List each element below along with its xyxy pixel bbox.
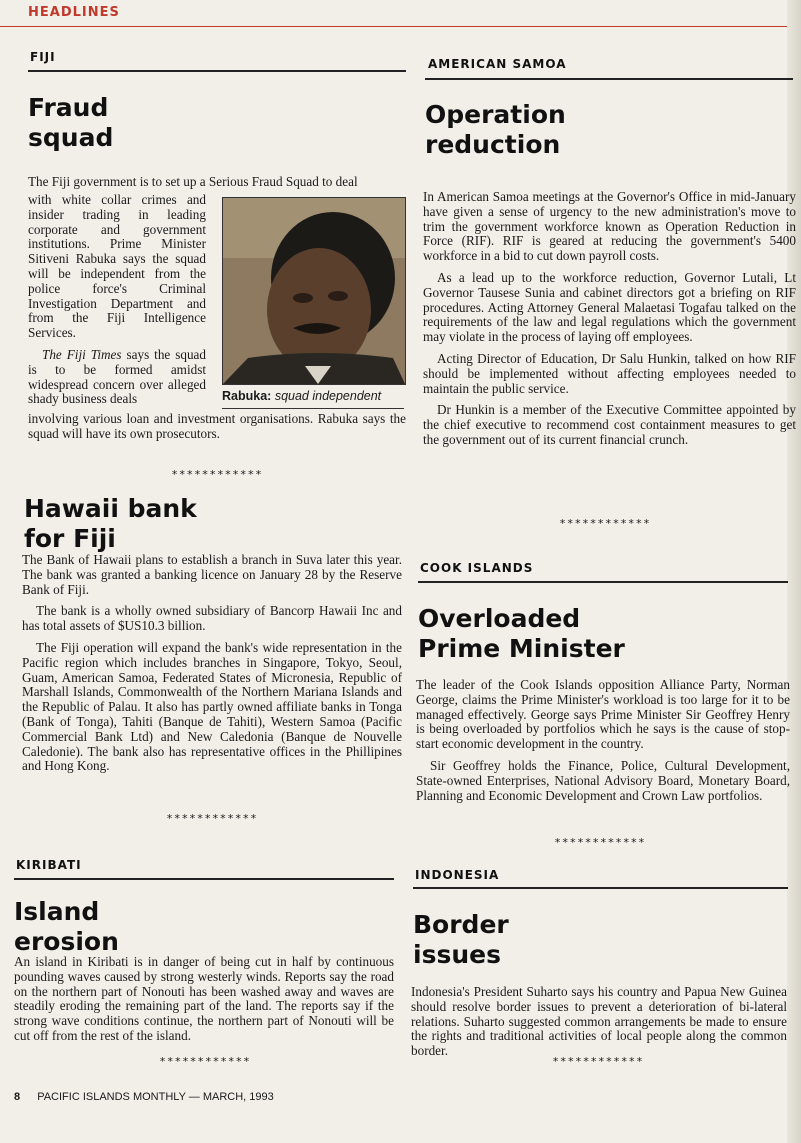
headlines-label: HEADLINES [28,5,120,20]
article-separator: ************ [552,1055,644,1068]
section-label-kiribati: KIRIBATI [16,858,82,872]
headline-line-2: issues [413,940,501,969]
headline-line-2: Prime Minister [418,634,625,663]
article-separator: ************ [171,468,263,481]
headline-line-1: Border [413,910,509,939]
headline-line-2: erosion [14,927,119,956]
section-rule-cook-islands [418,581,788,583]
headline-line-1: Hawaii bank [24,494,197,523]
article-body-cook-islands [416,678,790,810]
section-label-cook-islands: COOK ISLANDS [420,561,534,575]
article-paragraph: Dr Hunkin is a member of the Executive Committee appointed by the chief executive to recommend cost containment measures to get the government out of its current financial crunch. [423,402,796,447]
caption-text: squad independent [274,389,382,403]
section-label-indonesia: INDONESIA [415,868,500,882]
section-rule-kiribati [14,878,394,880]
article-intro: The Fiji government is to set up a Serious Fraud Squad to deal [28,174,358,189]
headline-line-2: reduction [425,130,561,159]
article-paragraph: The Bank of Hawaii plans to establish a branch in Suva later this year. The bank was granted a banking licence on January 28 by the Reserve Bank of Fiji. [22,552,402,597]
headline-line-1: Island [14,897,100,926]
headline-hawaii-bank [24,494,197,554]
article-paragraph: As a lead up to the workforce reduction, Governor Lutali, Lt Governor Tausese Sunia and cabinet directors got a briefing on RIF procedures. Acting Attorney General Malaetasi Togafau talked on the requirements of the law and legal regulations which the government may violate in the process of laying off employees. [423,269,796,345]
article-paragraph: Acting Director of Education, Dr Salu Hunkin, talked on how RIF should be implemented without affecting employees needed to maintain the public service. [423,350,796,396]
headline-line-1: Fraud [28,93,109,122]
page-footer [14,1091,274,1103]
headline-line-1: Operation [425,100,566,129]
article-body-indonesia: Indonesia's President Suharto says his country and Papua New Guinea should resolve border issues to prevent a deterioration of bi-lateral relations. Suharto suggested common arrangements be made to ensure the rights and traditional activities of local people along the common border. [411,984,787,1059]
article-paragraph: The Fiji operation will expand the bank's wide representation in the Pacific region which includes branches in Singapore, Tokyo, Seoul, Guam, American Samoa, Federated States of Micronesia, Republic of Marshall Islands, Commonwealth of the Northern Mariana Islands and the Republic of Palau. It also has partly owned affiliate banks in Tonga (Bank of Tonga), Tahiti (Banque de Tahiti), Western Samoa (Pacific Commercial Bank Ltd) and New Caledonia (Banque de Nouvelle Caledonie). The bank also has representative offices in the Phillipines and Hong Kong. [22,639,402,774]
article-body-american-samoa [423,190,796,455]
newspaper-name: The Fiji Times [42,346,122,362]
article-paragraph: The leader of the Cook Islands opposition Alliance Party, Norman George, claims the Prime Minister's workload is too large for it to be managed effectively. George says Prime Minister Sir Geoffrey Henry is being overloaded by portfolios which he says is the cause of stop-start economic development in the country. [416,677,790,752]
section-label-fiji: FIJI [30,50,56,64]
article-wrap-text [28,193,206,407]
headline-overloaded-pm [418,604,625,664]
page-number: 8 [14,1091,21,1103]
article-paragraph: with white collar crimes and insider trading in leading corporate and government institutions. Prime Minister Sitiveni Rabuka says the squad will be independent from the police force's Criminal Investigation Department and from the Fiji Intelligence Services. [28,192,206,341]
article-separator: ************ [166,812,258,825]
header-rule [0,26,801,27]
article-separator: ************ [559,517,651,530]
caption-name: Rabuka: [222,389,272,403]
publication-info: PACIFIC ISLANDS MONTHLY — MARCH, 1993 [37,1091,274,1103]
headline-line-2: for Fiji [24,524,116,553]
headline-line-2: squad [28,123,114,152]
headline-island-erosion [14,897,119,957]
article-paragraph-text: says the squad is to be formed amidst widespread concern over alleged shady business deals [28,346,207,407]
section-rule-indonesia [413,887,788,889]
article-paragraph: The bank is a wholly owned subsidiary of Bancorp Hawaii Inc and has total assets of $US10.3 billion. [22,603,402,634]
article-paragraph: Sir Geoffrey holds the Finance, Police, Cultural Development, State-owned Enterprises, National Advisory Board, Monetary Board, Planning and Economic Development and Crown Law portfolios. [416,757,790,803]
article-paragraph [28,348,206,407]
article-paragraph: In American Samoa meetings at the Governor's Office in mid-January have given a sense of urgency to the new administration's move to trim the government workforce known as Operation Reduction in Force (RIF). RIF is geared at reducing the government's 5400 workforce in a bid to cut down payroll costs. [423,189,796,264]
article-separator: ************ [554,836,646,849]
rabuka-photo [223,198,405,384]
section-rule-fiji [28,70,406,72]
article-body-kiribati: An island in Kiribati is in danger of being cut in half by continuous pounding waves caused by strong westerly winds. Reports say the road on the northern part of Nonouti has been washed away and waves are steadily eroding the remaining part of the land. The reports say if the strong wave conditions continue, the northern part of Nonouti will be cut off from the rest of the island. [14,954,394,1043]
headline-operation-reduction [425,100,566,160]
article-separator: ************ [159,1055,251,1068]
portrait-photo [222,197,406,385]
caption-rule [222,408,404,409]
section-label-american-samoa: AMERICAN SAMOA [428,57,567,71]
section-rule-american-samoa [425,78,793,80]
headline-fraud-squad [28,93,113,153]
headline-border-issues [413,910,509,970]
page-edge-shadow [787,0,801,1143]
photo-caption [222,389,381,403]
article-continuation: involving various loan and investment organisations. Rabuka says the squad will have its own prosecutors. [28,411,406,441]
article-body-hawaii [22,553,402,781]
headline-line-1: Overloaded [418,604,581,633]
